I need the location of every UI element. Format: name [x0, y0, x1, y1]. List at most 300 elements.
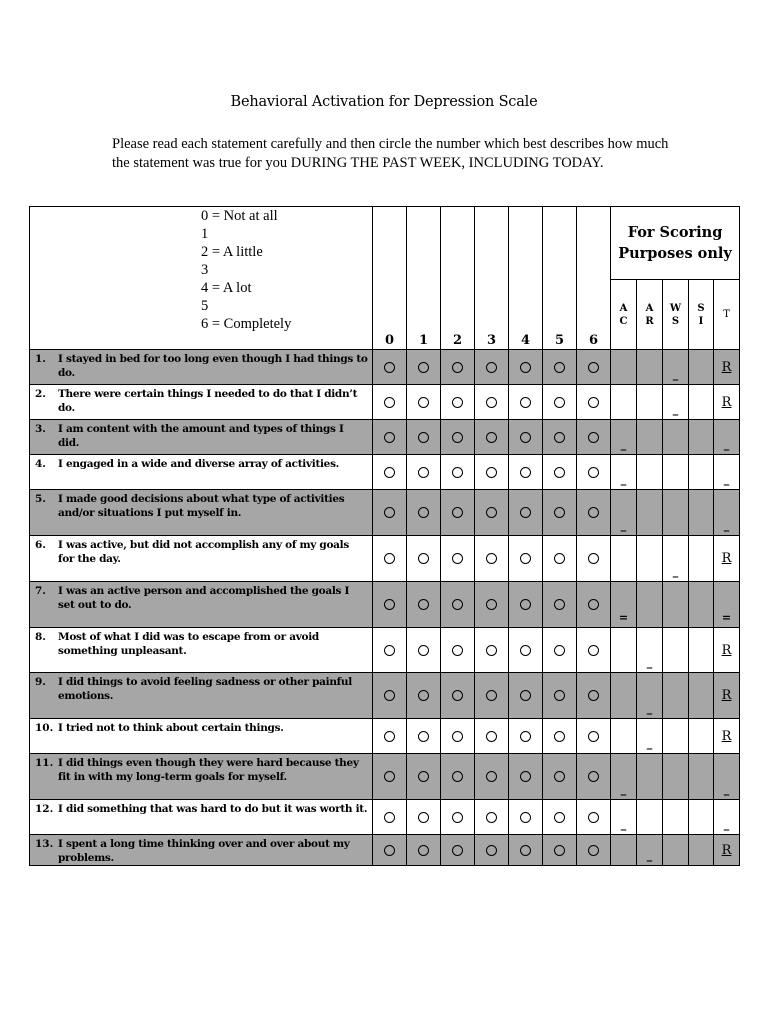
item-row [30, 800, 740, 835]
response-option-cell[interactable] [509, 455, 543, 490]
item-row [30, 455, 740, 490]
response-circle-icon[interactable] [588, 397, 599, 408]
response-circle-icon[interactable] [554, 599, 565, 610]
item-text: I spent a long time thinking over and over about my problems. [58, 838, 350, 864]
response-option-cell[interactable] [577, 420, 611, 455]
response-option-cell[interactable] [509, 754, 543, 800]
response-circle-icon[interactable] [418, 845, 429, 856]
item-text: Most of what I did was to escape from or avoid something unpleasant. [58, 631, 319, 657]
response-circle-icon[interactable] [554, 690, 565, 701]
response-option-cell[interactable] [577, 582, 611, 628]
response-option-cell[interactable] [373, 719, 407, 754]
response-option-cell[interactable] [373, 754, 407, 800]
subscale-letter: I [698, 315, 704, 327]
response-option-cell[interactable] [577, 628, 611, 673]
scoring-cell: _ [663, 385, 689, 420]
legend-line: 1 [201, 226, 209, 242]
response-circle-icon[interactable] [520, 397, 531, 408]
response-option-cell[interactable] [577, 490, 611, 536]
scoring-cell [637, 385, 663, 420]
item-text: I did something that was hard to do but it was worth it. [58, 803, 368, 815]
item-statement [30, 455, 373, 490]
response-option-cell[interactable] [373, 800, 407, 835]
response-circle-icon[interactable] [588, 845, 599, 856]
response-option-cell[interactable] [441, 719, 475, 754]
response-option-cell[interactable] [441, 754, 475, 800]
scoring-cell [663, 800, 689, 835]
response-option-cell[interactable] [441, 350, 475, 385]
response-option-cell[interactable] [509, 719, 543, 754]
response-option-cell[interactable] [543, 835, 577, 866]
response-option-cell[interactable] [543, 420, 577, 455]
rating-legend-cell [30, 207, 373, 350]
scale-table [29, 206, 740, 866]
response-option-cell[interactable] [577, 754, 611, 800]
response-option-cell[interactable] [509, 800, 543, 835]
scoring-cell [611, 719, 637, 754]
response-option-cell[interactable] [407, 673, 441, 719]
response-option-cell[interactable] [543, 754, 577, 800]
response-circle-icon[interactable] [554, 845, 565, 856]
response-option-cell[interactable] [475, 582, 509, 628]
response-circle-icon[interactable] [452, 432, 463, 443]
response-option-cell[interactable] [475, 385, 509, 420]
scoring-cell: _ [714, 455, 740, 490]
item-number: 11. [35, 757, 54, 769]
scoring-cell [689, 455, 714, 490]
scoring-cell [611, 385, 637, 420]
scoring-cell: _ [714, 490, 740, 536]
response-option-cell[interactable] [475, 536, 509, 582]
response-option-cell[interactable] [509, 420, 543, 455]
response-option-cell[interactable] [407, 490, 441, 536]
response-option-cell[interactable] [543, 350, 577, 385]
response-circle-icon[interactable] [452, 553, 463, 564]
scoring-cell: _ [663, 536, 689, 582]
item-text: I did things even though they were hard because they fit in with my long-term goals for myself. [58, 757, 359, 783]
response-option-cell[interactable] [373, 628, 407, 673]
response-circle-icon[interactable] [588, 432, 599, 443]
item-text: I made good decisions about what type of activities and/or situations I put myself in. [58, 493, 345, 519]
item-number: 7. [35, 585, 46, 597]
item-text: There were certain things I needed to do that I didn’t do. [58, 388, 358, 414]
response-circle-icon[interactable] [486, 553, 497, 564]
response-circle-icon[interactable] [452, 731, 463, 742]
item-text: I was an active person and accomplished the goals I set out to do. [58, 585, 350, 611]
response-option-cell[interactable] [475, 455, 509, 490]
item-row [30, 490, 740, 536]
response-circle-icon[interactable] [452, 812, 463, 823]
response-circle-icon[interactable] [520, 845, 531, 856]
response-option-cell[interactable] [441, 490, 475, 536]
response-circle-icon[interactable] [384, 731, 395, 742]
item-number: 4. [35, 458, 46, 470]
response-circle-icon[interactable] [384, 362, 395, 373]
response-option-cell[interactable] [441, 455, 475, 490]
legend-line: 3 [201, 262, 209, 278]
response-circle-icon[interactable] [452, 690, 463, 701]
scoring-cell [689, 835, 714, 866]
response-circle-icon[interactable] [554, 362, 565, 373]
response-option-cell[interactable] [407, 455, 441, 490]
item-text: I was active, but did not accomplish any of my goals for the day. [58, 539, 349, 565]
item-row [30, 385, 740, 420]
response-circle-icon[interactable] [486, 731, 497, 742]
response-circle-icon[interactable] [588, 507, 599, 518]
response-option-cell[interactable] [373, 350, 407, 385]
response-circle-icon[interactable] [588, 690, 599, 701]
response-circle-icon[interactable] [418, 690, 429, 701]
response-option-cell[interactable] [543, 673, 577, 719]
subscale-letter: S [671, 315, 680, 327]
response-option-cell[interactable] [373, 536, 407, 582]
response-option-cell[interactable] [407, 719, 441, 754]
response-circle-icon[interactable] [384, 467, 395, 478]
response-option-cell[interactable] [509, 835, 543, 866]
scoring-cell: R [714, 673, 740, 719]
response-option-cell[interactable] [543, 800, 577, 835]
response-circle-icon[interactable] [486, 845, 497, 856]
scoring-cell: _ [714, 754, 740, 800]
item-row [30, 350, 740, 385]
scoring-cell [689, 628, 714, 673]
scoring-cell [689, 754, 714, 800]
response-option-cell[interactable] [407, 350, 441, 385]
response-option-cell[interactable] [441, 385, 475, 420]
response-circle-icon[interactable] [486, 432, 497, 443]
scoring-cell [637, 455, 663, 490]
item-statement [30, 350, 373, 385]
scoring-cell [663, 455, 689, 490]
response-circle-icon[interactable] [418, 812, 429, 823]
response-circle-icon[interactable] [554, 645, 565, 656]
scoring-cell [637, 490, 663, 536]
scoring-cell [611, 536, 637, 582]
response-circle-icon[interactable] [588, 731, 599, 742]
item-statement [30, 385, 373, 420]
subscale-letter: A [645, 302, 654, 314]
response-circle-icon[interactable] [554, 432, 565, 443]
scoring-cell [637, 754, 663, 800]
scoring-cell: _ [714, 800, 740, 835]
response-option-cell[interactable] [543, 536, 577, 582]
response-option-cell[interactable] [475, 800, 509, 835]
response-option-cell[interactable] [577, 455, 611, 490]
scoring-cell: _ [611, 754, 637, 800]
response-circle-icon[interactable] [588, 599, 599, 610]
response-option-cell[interactable] [407, 800, 441, 835]
response-option-cell[interactable] [441, 420, 475, 455]
response-circle-icon[interactable] [452, 599, 463, 610]
item-statement [30, 719, 373, 754]
response-circle-icon[interactable] [384, 507, 395, 518]
response-option-cell[interactable] [441, 536, 475, 582]
response-circle-icon[interactable] [452, 362, 463, 373]
response-option-cell[interactable] [577, 673, 611, 719]
response-option-cell[interactable] [543, 628, 577, 673]
response-circle-icon[interactable] [452, 397, 463, 408]
item-row [30, 628, 740, 673]
subscale-letter: R [645, 315, 654, 327]
item-number: 12. [35, 803, 54, 815]
response-circle-icon[interactable] [384, 432, 395, 443]
response-option-cell[interactable] [543, 490, 577, 536]
response-circle-icon[interactable] [554, 507, 565, 518]
response-option-cell[interactable] [577, 350, 611, 385]
response-option-cell[interactable] [509, 490, 543, 536]
item-text: I am content with the amount and types of things I did. [58, 423, 344, 449]
response-option-cell[interactable] [509, 536, 543, 582]
response-circle-icon[interactable] [418, 467, 429, 478]
response-circle-icon[interactable] [486, 507, 497, 518]
scoring-cell [663, 490, 689, 536]
scoring-cell: R [714, 835, 740, 866]
response-option-cell[interactable] [577, 835, 611, 866]
response-circle-icon[interactable] [520, 553, 531, 564]
response-option-cell[interactable] [509, 385, 543, 420]
subscale-letter: S [697, 302, 705, 314]
response-circle-icon[interactable] [588, 553, 599, 564]
response-circle-icon[interactable] [418, 507, 429, 518]
scoring-cell: _ [637, 835, 663, 866]
scoring-cell: _ [611, 455, 637, 490]
response-option-cell[interactable] [373, 582, 407, 628]
response-option-cell[interactable] [475, 719, 509, 754]
response-option-cell[interactable] [475, 350, 509, 385]
response-circle-icon[interactable] [384, 397, 395, 408]
response-circle-icon[interactable] [486, 467, 497, 478]
scoring-cell [689, 536, 714, 582]
response-circle-icon[interactable] [520, 362, 531, 373]
response-option-cell[interactable] [373, 455, 407, 490]
response-circle-icon[interactable] [384, 645, 395, 656]
scoring-cell [663, 754, 689, 800]
response-option-cell[interactable] [509, 673, 543, 719]
response-option-cell[interactable] [475, 490, 509, 536]
response-circle-icon[interactable] [452, 645, 463, 656]
response-circle-icon[interactable] [486, 397, 497, 408]
response-circle-icon[interactable] [520, 467, 531, 478]
item-number: 1. [35, 353, 46, 365]
subscale-header [663, 280, 689, 350]
response-circle-icon[interactable] [554, 467, 565, 478]
response-circle-icon[interactable] [554, 812, 565, 823]
scoring-cell: R [714, 385, 740, 420]
scoring-header-line: Purposes only [618, 245, 732, 262]
response-circle-icon[interactable] [588, 812, 599, 823]
scoring-cell [611, 673, 637, 719]
response-option-cell[interactable] [407, 582, 441, 628]
scoring-cell [637, 536, 663, 582]
response-circle-icon[interactable] [554, 397, 565, 408]
scoring-cell: _ [637, 673, 663, 719]
item-statement [30, 800, 373, 835]
response-circle-icon[interactable] [384, 599, 395, 610]
response-circle-icon[interactable] [486, 599, 497, 610]
subscale-header [714, 280, 740, 350]
response-circle-icon[interactable] [452, 507, 463, 518]
response-circle-icon[interactable] [486, 645, 497, 656]
item-row [30, 754, 740, 800]
response-option-cell[interactable] [407, 835, 441, 866]
scoring-cell: _ [714, 420, 740, 455]
scoring-cell [663, 719, 689, 754]
scoring-header-line: For Scoring [627, 224, 723, 241]
response-option-cell[interactable] [475, 628, 509, 673]
response-circle-icon[interactable] [520, 771, 531, 782]
response-option-cell[interactable] [407, 385, 441, 420]
subscale-letter: A [619, 302, 628, 314]
scoring-cell [611, 350, 637, 385]
scoring-cell [611, 835, 637, 866]
response-circle-icon[interactable] [520, 812, 531, 823]
response-circle-icon[interactable] [520, 507, 531, 518]
subscale-letter: W [669, 302, 682, 314]
response-option-cell[interactable] [475, 420, 509, 455]
scoring-cell: _ [637, 628, 663, 673]
response-circle-icon[interactable] [384, 690, 395, 701]
response-option-cell[interactable] [373, 385, 407, 420]
scoring-cell [663, 835, 689, 866]
header-row-1 [30, 207, 740, 280]
response-option-cell[interactable] [543, 455, 577, 490]
response-option-cell[interactable] [441, 582, 475, 628]
option-header: 0 [373, 207, 407, 350]
scoring-cell [637, 582, 663, 628]
response-circle-icon[interactable] [418, 362, 429, 373]
response-circle-icon[interactable] [418, 771, 429, 782]
response-option-cell[interactable] [475, 754, 509, 800]
item-number: 3. [35, 423, 46, 435]
response-option-cell[interactable] [407, 628, 441, 673]
scoring-cell: R [714, 719, 740, 754]
response-option-cell[interactable] [373, 835, 407, 866]
item-statement [30, 420, 373, 455]
response-circle-icon[interactable] [418, 553, 429, 564]
response-option-cell[interactable] [509, 628, 543, 673]
response-option-cell[interactable] [407, 420, 441, 455]
response-circle-icon[interactable] [520, 432, 531, 443]
item-row [30, 536, 740, 582]
response-circle-icon[interactable] [520, 690, 531, 701]
option-header: 5 [543, 207, 577, 350]
response-option-cell[interactable] [407, 754, 441, 800]
response-circle-icon[interactable] [588, 362, 599, 373]
scoring-cell: _ [611, 420, 637, 455]
response-option-cell[interactable] [441, 800, 475, 835]
response-option-cell[interactable] [577, 800, 611, 835]
response-option-cell[interactable] [543, 582, 577, 628]
option-header: 2 [441, 207, 475, 350]
response-circle-icon[interactable] [418, 432, 429, 443]
response-circle-icon[interactable] [486, 812, 497, 823]
response-option-cell[interactable] [373, 490, 407, 536]
response-option-cell[interactable] [441, 835, 475, 866]
scoring-cell [689, 719, 714, 754]
response-option-cell[interactable] [543, 719, 577, 754]
scoring-cell [637, 420, 663, 455]
option-header: 4 [509, 207, 543, 350]
response-circle-icon[interactable] [520, 645, 531, 656]
item-text: I did things to avoid feeling sadness or other painful emotions. [58, 676, 352, 702]
option-header: 1 [407, 207, 441, 350]
response-option-cell[interactable] [475, 673, 509, 719]
item-number: 10. [35, 722, 54, 734]
legend-line: 0 = Not at all [201, 208, 278, 224]
scoring-cell [663, 582, 689, 628]
option-header: 6 [577, 207, 611, 350]
scoring-cell [689, 582, 714, 628]
scoring-cell: R [714, 350, 740, 385]
rating-legend [201, 207, 291, 333]
response-circle-icon[interactable] [588, 771, 599, 782]
item-number: 5. [35, 493, 46, 505]
response-option-cell[interactable] [577, 385, 611, 420]
response-option-cell[interactable] [373, 673, 407, 719]
scoring-header [611, 207, 740, 280]
response-option-cell[interactable] [407, 536, 441, 582]
scoring-cell [689, 800, 714, 835]
response-option-cell[interactable] [441, 673, 475, 719]
response-circle-icon[interactable] [418, 645, 429, 656]
response-circle-icon[interactable] [418, 397, 429, 408]
response-circle-icon[interactable] [452, 771, 463, 782]
item-row [30, 420, 740, 455]
response-circle-icon[interactable] [452, 467, 463, 478]
response-option-cell[interactable] [577, 536, 611, 582]
item-number: 13. [35, 838, 54, 850]
item-number: 9. [35, 676, 46, 688]
item-row [30, 719, 740, 754]
response-circle-icon[interactable] [384, 771, 395, 782]
response-circle-icon[interactable] [418, 599, 429, 610]
response-circle-icon[interactable] [486, 362, 497, 373]
response-option-cell[interactable] [475, 835, 509, 866]
response-option-cell[interactable] [577, 719, 611, 754]
item-statement [30, 490, 373, 536]
scoring-cell [689, 385, 714, 420]
response-circle-icon[interactable] [384, 812, 395, 823]
legend-line: 4 = A lot [201, 280, 252, 296]
response-circle-icon[interactable] [588, 645, 599, 656]
response-option-cell[interactable] [543, 385, 577, 420]
response-circle-icon[interactable] [520, 599, 531, 610]
item-text: I stayed in bed for too long even though I had things to do. [58, 353, 368, 379]
scoring-cell: R [714, 536, 740, 582]
response-option-cell[interactable] [441, 628, 475, 673]
response-circle-icon[interactable] [384, 553, 395, 564]
item-row [30, 582, 740, 628]
response-circle-icon[interactable] [384, 845, 395, 856]
response-circle-icon[interactable] [486, 771, 497, 782]
response-circle-icon[interactable] [520, 731, 531, 742]
item-statement [30, 673, 373, 719]
response-option-cell[interactable] [509, 350, 543, 385]
response-circle-icon[interactable] [486, 690, 497, 701]
scoring-cell: _ [637, 719, 663, 754]
response-circle-icon[interactable] [418, 731, 429, 742]
response-circle-icon[interactable] [554, 731, 565, 742]
response-circle-icon[interactable] [554, 553, 565, 564]
item-statement [30, 628, 373, 673]
response-circle-icon[interactable] [588, 467, 599, 478]
scoring-cell [611, 628, 637, 673]
response-circle-icon[interactable] [452, 845, 463, 856]
response-circle-icon[interactable] [554, 771, 565, 782]
legend-line: 5 [201, 298, 209, 314]
response-option-cell[interactable] [509, 582, 543, 628]
response-option-cell[interactable] [373, 420, 407, 455]
